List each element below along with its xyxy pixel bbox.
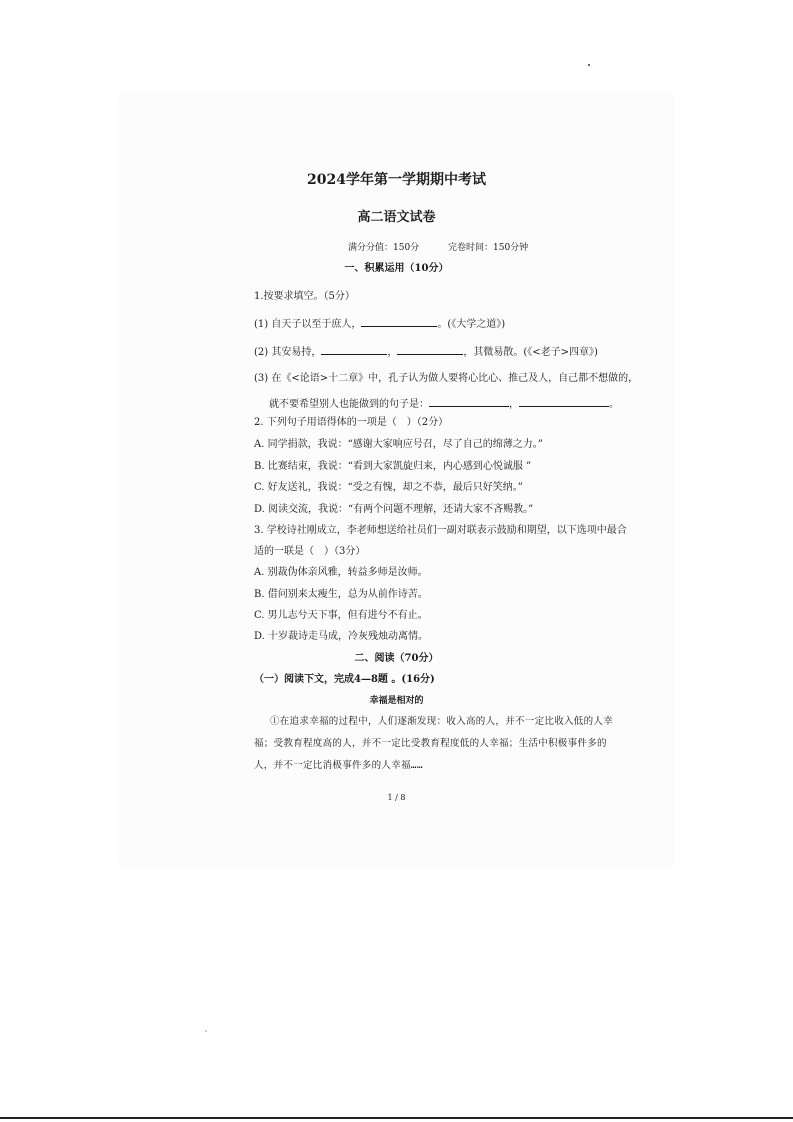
article-line: 人，并不一定比消极事件多的人幸福…… bbox=[254, 760, 423, 771]
q1-item2 bbox=[254, 344, 598, 360]
q3-option-a: A. 别裁伪体亲风雅，转益多师是汝师。 bbox=[254, 567, 428, 578]
q1-item2-mid: ， bbox=[387, 347, 398, 358]
page-number: 1 / 8 bbox=[387, 793, 406, 802]
q1-item3-line1: (3) 在《<论语>十二章》中，孔子认为做人要将心比心、推己及人，自己都不想做的， bbox=[254, 373, 639, 384]
q3-stem-line1: 3. 学校诗社刚成立，李老师想送给社员们一副对联表示鼓励和期望，以下选项中最合 bbox=[254, 525, 627, 536]
q1-item3-line2-suffix: 。 bbox=[609, 399, 619, 410]
q1-item1-suffix: 。(《大学之道》) bbox=[437, 319, 506, 330]
bottom-rule bbox=[0, 1117, 793, 1119]
section1-heading: 一、积累运用（10分） bbox=[344, 263, 449, 274]
q1-stem: 1.按要求填空。（5分） bbox=[254, 291, 355, 302]
q1-item2-prefix: (2) 其安易持， bbox=[254, 347, 322, 358]
q2-option-c: C. 好友送礼，我说：“受之有愧，却之不恭，最后只好笑纳。” bbox=[254, 482, 523, 493]
answer-blank[interactable] bbox=[397, 344, 463, 355]
scan-speck bbox=[588, 64, 590, 66]
section2-heading: 二、阅读（70分） bbox=[354, 653, 439, 664]
answer-blank[interactable] bbox=[321, 344, 387, 355]
q1-item1-prefix: (1) 自天子以至于庶人， bbox=[254, 319, 362, 330]
q3-option-d: D. 十岁裁诗走马成，冷灰残烛动离情。 bbox=[254, 631, 429, 642]
q2-option-d: D. 阅读交流，我说：“有两个问题不理解，还请大家不吝赐教。” bbox=[254, 504, 534, 515]
q3-option-c: C. 男儿志兮天下事，但有进兮不有止。 bbox=[254, 610, 428, 621]
article-line: 福；受教育程度高的人，并不一定比受教育程度低的人幸福；生活中积极事件多的 bbox=[254, 738, 607, 749]
score-info: 满分分值：150分 bbox=[348, 243, 420, 253]
answer-blank[interactable] bbox=[361, 316, 437, 327]
exam-title: 2024学年第一学期期中考试 bbox=[307, 172, 486, 188]
article-line: ①在追求幸福的过程中，人们逐渐发现：收入高的人，并不一定比收入低的人幸 bbox=[270, 716, 614, 727]
q3-stem-line2: 适的一联是（ ）（3分） bbox=[254, 546, 366, 557]
section2-subheading: （一）阅读下文，完成4—8题 。(16分) bbox=[254, 674, 435, 685]
q2-stem: 2. 下列句子用语得体的一项是（ ）（2分） bbox=[254, 417, 449, 428]
answer-blank[interactable] bbox=[429, 396, 509, 407]
q1-item3-line2-prefix: 就不要希望别人也能做到的句子是： bbox=[269, 399, 429, 410]
q2-option-a: A. 同学捐款，我说：“感谢大家响应号召，尽了自己的绵薄之力。” bbox=[254, 439, 543, 450]
paper-title: 高二语文试卷 bbox=[357, 210, 436, 225]
q3-option-b: B. 借问别来太瘦生，总为从前作诗苦。 bbox=[254, 589, 428, 600]
article-title: 幸福是相对的 bbox=[369, 696, 424, 706]
scan-speck bbox=[205, 1030, 207, 1032]
q1-item2-suffix: ，其微易散。(《<老子>四章》) bbox=[463, 347, 598, 358]
q1-item1 bbox=[254, 316, 505, 332]
time-info: 完卷时间：150分钟 bbox=[448, 243, 529, 253]
q1-item3-line2 bbox=[269, 396, 619, 412]
q1-item3-line2-mid: ， bbox=[509, 399, 519, 410]
q2-option-b: B. 比赛结束，我说：“看到大家凯旋归来，内心感到心悦诚服 ” bbox=[254, 461, 532, 472]
answer-blank[interactable] bbox=[519, 396, 609, 407]
